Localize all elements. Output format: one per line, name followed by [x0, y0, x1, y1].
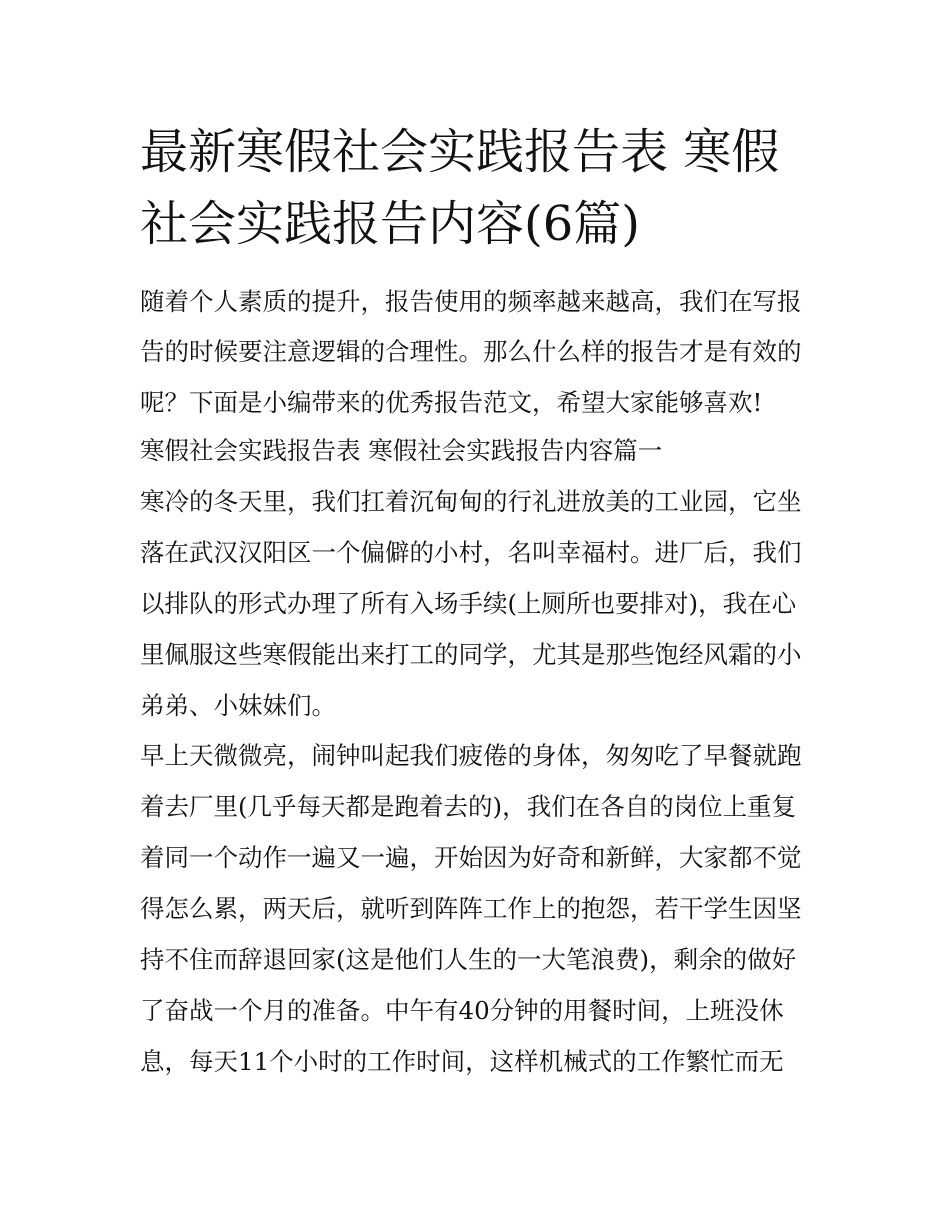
body-line: 随着个人素质的提升，报告使用的频率越来越高，我们在写报 [140, 287, 802, 316]
body-line: 了奋战一个月的准备。中午有40分钟的用餐时间，上班没休 [140, 996, 784, 1025]
body-line: 寒冷的冬天里，我们扛着沉甸甸的行礼进放美的工业园，它坐 [140, 487, 802, 516]
section-heading: 寒假社会实践报告表 寒假社会实践报告内容篇一 [140, 436, 663, 465]
title-line-2: 社会实践报告内容(6篇) [140, 196, 640, 252]
body-line: 告的时候要注意逻辑的合理性。那么什么样的报告才是有效的 [140, 337, 802, 366]
body-line: 弟弟、小妹妹们。 [140, 691, 336, 720]
body-line: 呢？下面是小编带来的优秀报告范文，希望大家能够喜欢! [140, 388, 763, 417]
body-line: 持不住而辞退回家(这是他们人生的一大笔浪费)，剩余的做好 [140, 945, 797, 974]
body-line: 早上天微微亮，闹钟叫起我们疲倦的身体，匆匆吃了早餐就跑 [140, 741, 802, 770]
body-line: 息，每天11个小时的工作时间，这样机械式的工作繁忙而无 [140, 1047, 784, 1076]
body-line: 着去厂里(几乎每天都是跑着去的)，我们在各自的岗位上重复 [140, 792, 797, 821]
body-line: 里佩服这些寒假能出来打工的同学，尤其是那些饱经风霜的小 [140, 640, 802, 669]
body-line: 落在武汉汉阳区一个偏僻的小村，名叫幸福村。进厂后，我们 [140, 538, 802, 567]
document-title [140, 116, 820, 260]
body-line: 以排队的形式办理了所有入场手续(上厕所也要排对)，我在心 [140, 589, 797, 618]
body-line: 得怎么累，两天后，就听到阵阵工作上的抱怨，若干学生因坚 [140, 894, 802, 923]
title-line-1: 最新寒假社会实践报告表 寒假 [140, 124, 780, 180]
body-line: 着同一个动作一遍又一遍，开始因为好奇和新鲜，大家都不觉 [140, 843, 802, 872]
